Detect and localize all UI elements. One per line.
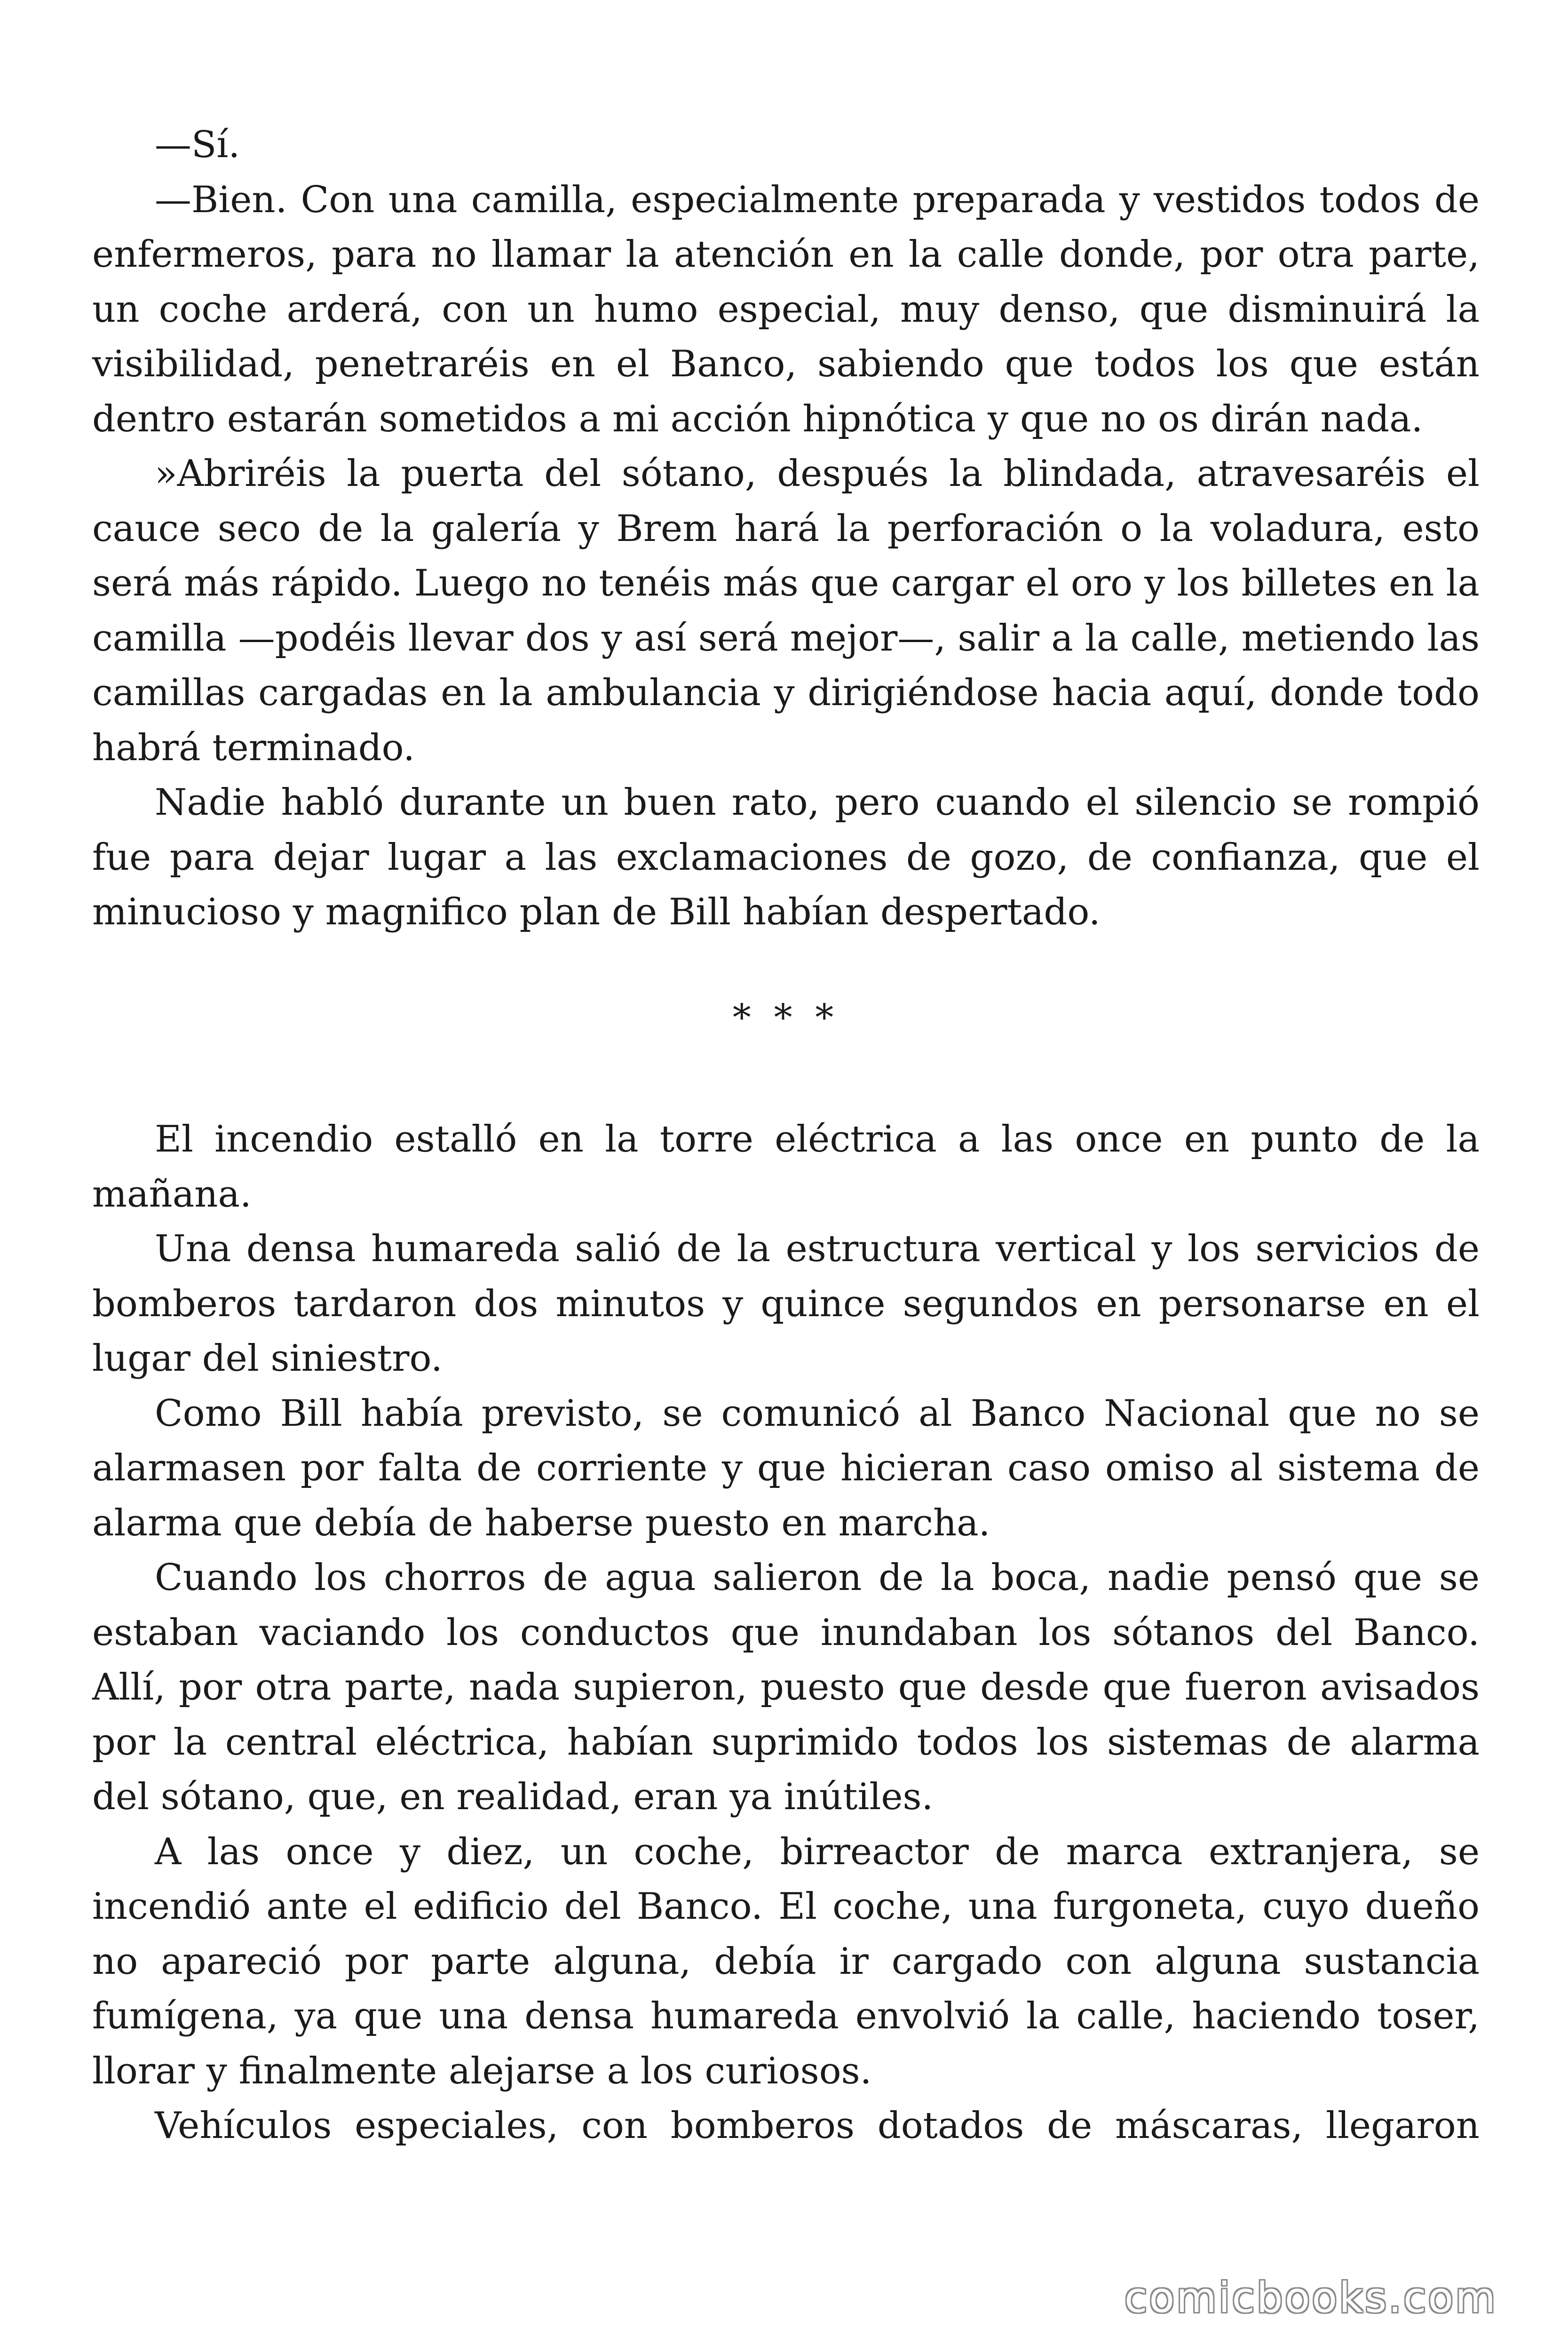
paragraph: El incendio estalló en la torre eléctrica a las once en punto de la mañana. [92,1118,1480,1216]
paragraph: —Sí. [155,124,240,166]
paragraph: Nadie habló durante un buen rato, pero cuando el silencio se rompió fue para dejar lugar a las exclamaciones de gozo, de confianza, que el minucioso y magnifico plan de Bill habían despertado. [92,781,1480,933]
paragraph: Como Bill había previsto, se comunicó al Banco Nacional que no se alarmasen por falta de corriente y que hicieran caso omiso al sistema de alarma que debía de haberse puesto en marcha. [92,1392,1480,1544]
body-text [92,118,1480,2153]
watermark: comicbooks.com [1124,2273,1497,2322]
paragraph: —Bien. Con una camilla, especialmente preparada y vestidos todos de enfermeros, para no llamar la atención en la calle donde, por otra parte, un coche arderá, con un humo especial, muy denso, que disminuirá la visibilidad, penetraréis en el Banco, sabiendo que todos los que están dentro estarán sometidos a mi acción hipnótica y que no os dirán nada. [92,178,1480,440]
section-separator: * * * [732,996,839,1039]
paragraph-last: Vehículos especiales, con bomberos dotados de máscaras, llegaron [155,2105,1480,2147]
paragraph: Una densa humareda salió de la estructura vertical y los servicios de bomberos tardaron dos minutos y quince segundos en personarse en el lugar del siniestro. [92,1228,1480,1380]
paragraph: A las once y diez, un coche, birreactor de marca extranjera, se incendió ante el edificio del Banco. El coche, una furgoneta, cuyo dueño no apareció por parte alguna, debía ir cargado con alguna sustancia fumígena, ya que una densa humareda envolvió la calle, haciendo toser, llorar y finalmente alejarse a los curiosos. [92,1830,1480,2092]
paragraph: »Abriréis la puerta del sótano, después la blindada, atravesaréis el cauce seco de la galería y Brem hará la perforación o la voladura, esto será más rápido. Luego no tenéis más que cargar el oro y los billetes en la camilla —podéis llevar dos y así será mejor—, salir a la calle, metiendo las camillas cargadas en la ambulancia y dirigiéndose hacia aquí, donde todo habrá terminado. [92,453,1480,769]
paragraph: Cuando los chorros de agua salieron de la boca, nadie pensó que se estaban vaciando los conductos que inundaban los sótanos del Banco. Allí, por otra parte, nada supieron, puesto que desde que fueron avisados por la central eléctrica, habían suprimido todos los sistemas de alarma del sótano, que, en realidad, eran ya inútiles. [92,1557,1480,1818]
